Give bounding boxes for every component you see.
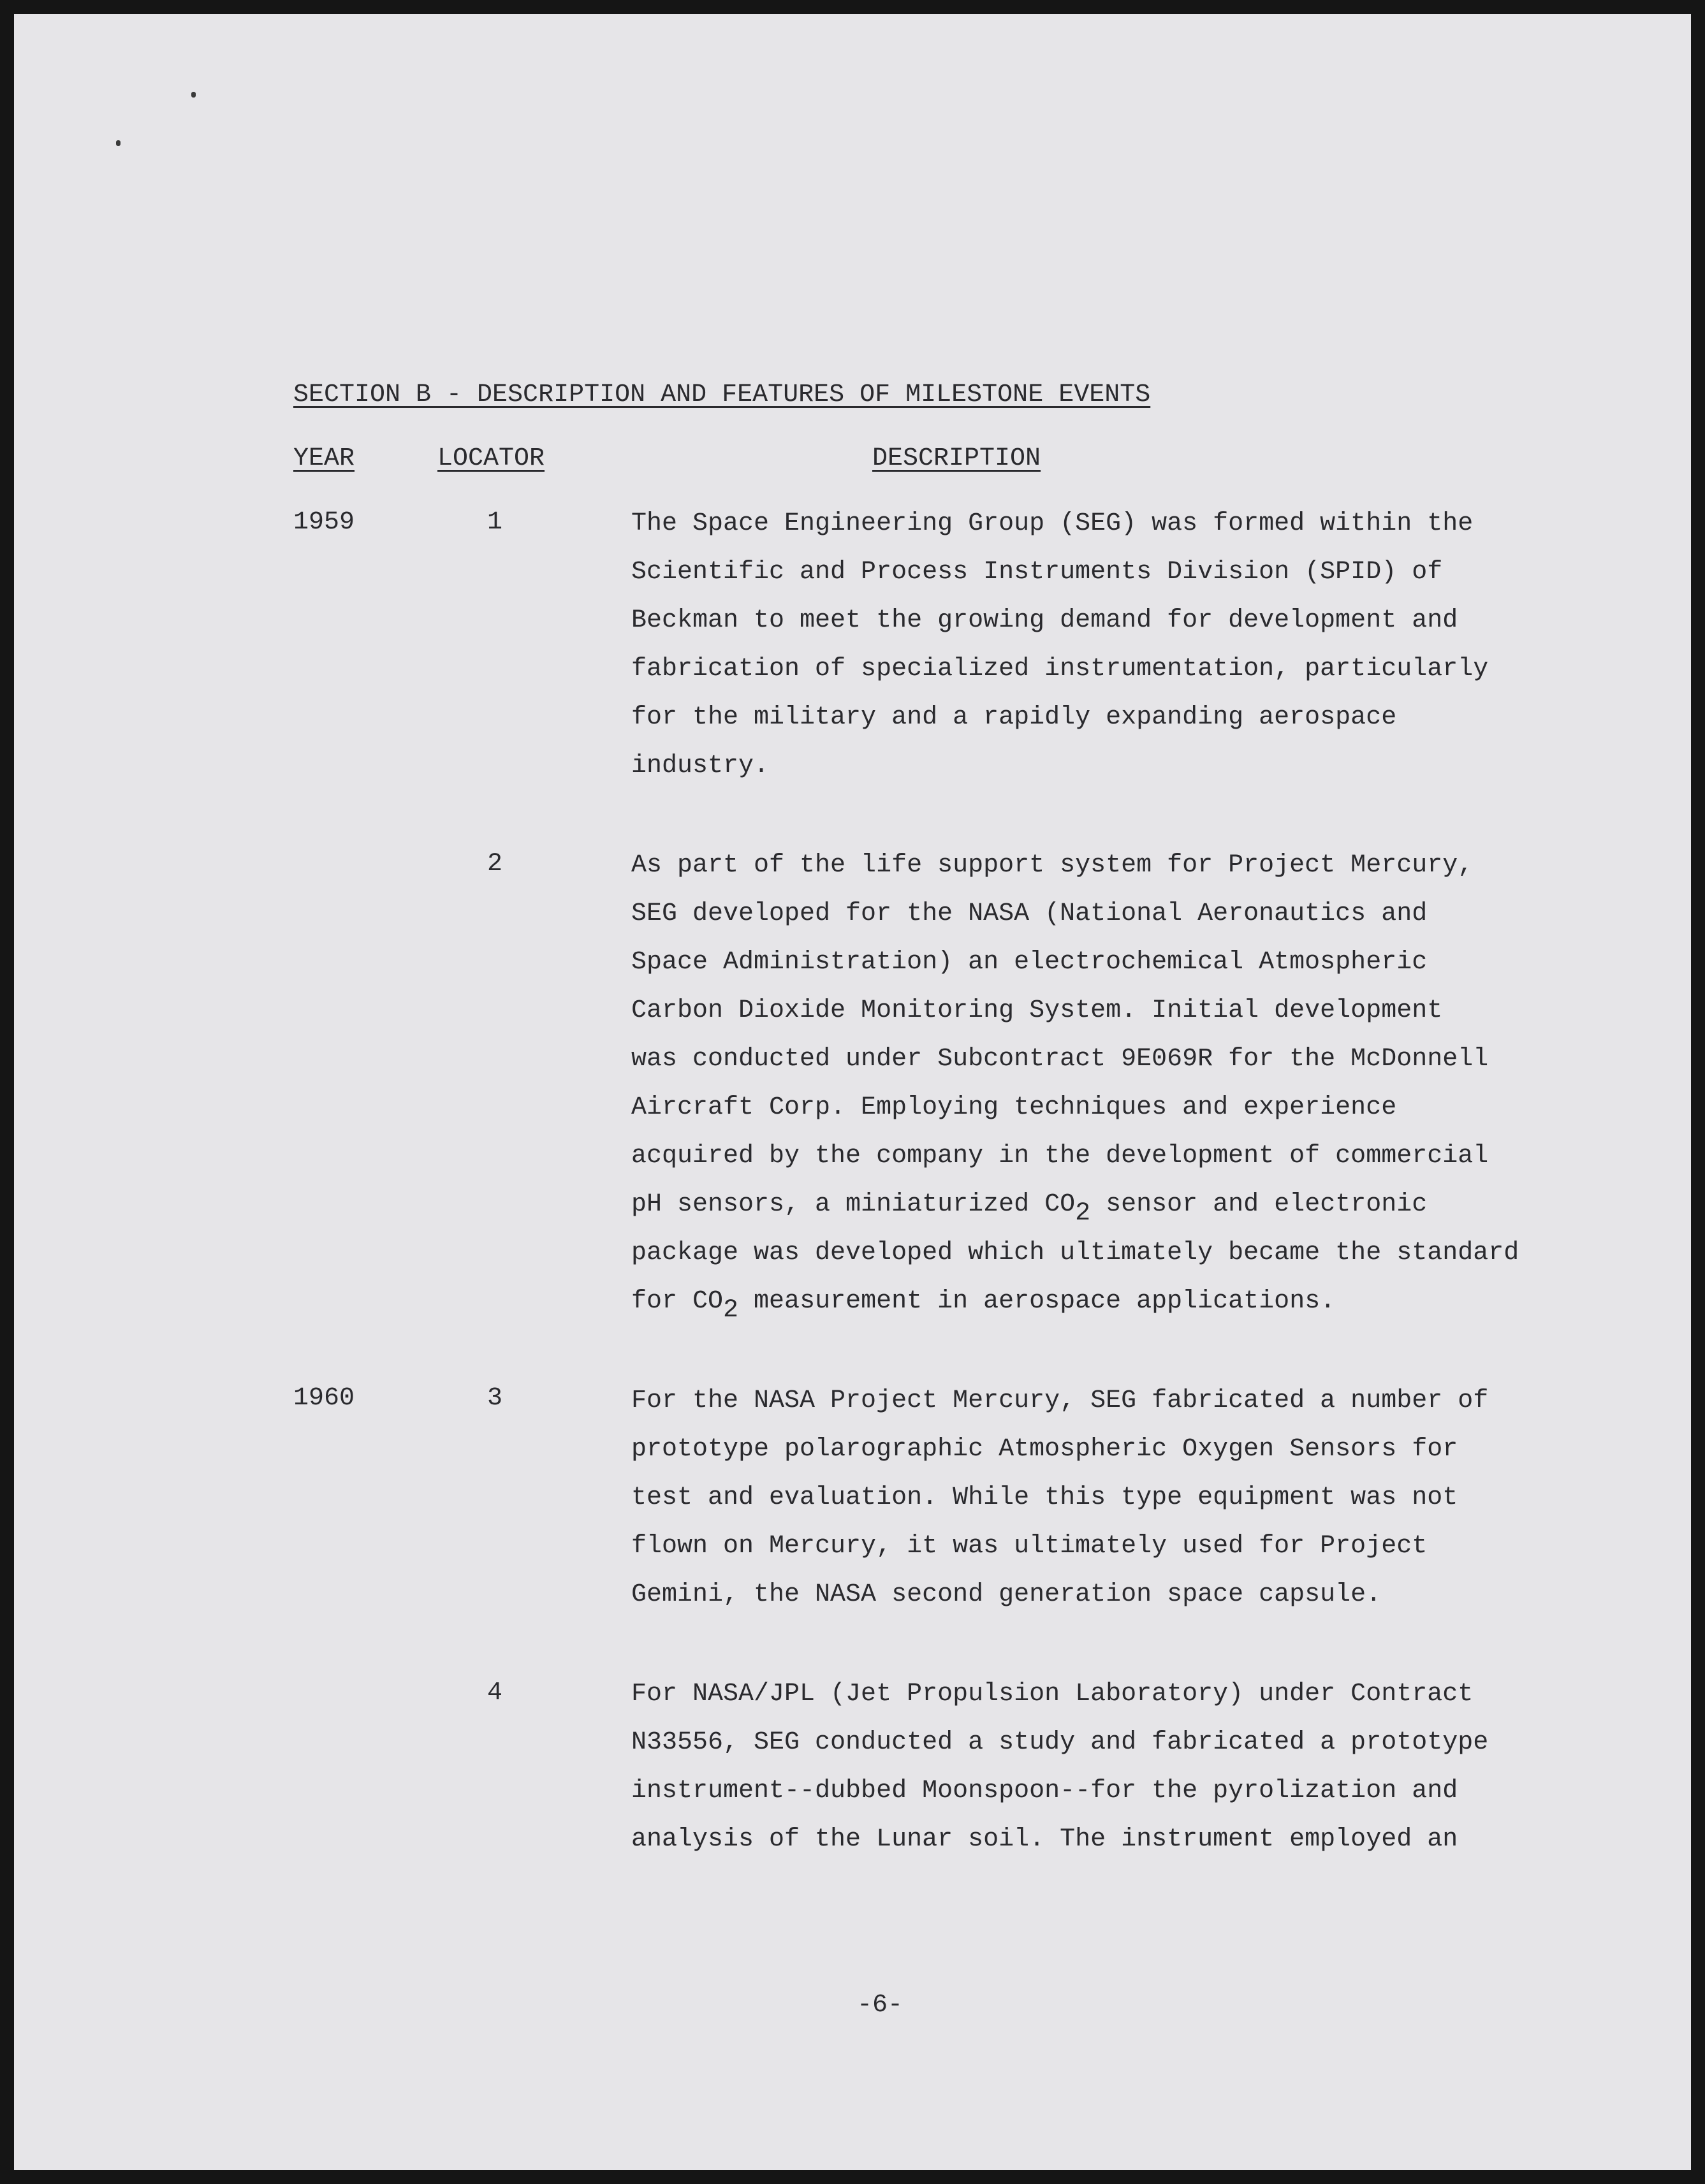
entry-locator: 3 [487, 1384, 503, 1413]
description-line: package was developed which ultimately became the standard [631, 1239, 1519, 1267]
entry-year: 1959 [293, 508, 355, 537]
description-line: Aircraft Corp. Employing techniques and experience [631, 1093, 1397, 1122]
description-text: for CO [631, 1287, 724, 1316]
description-line: instrument--dubbed Moonspoon--for the pyrolization and [631, 1777, 1458, 1805]
description-line: For NASA/JPL (Jet Propulsion Laboratory) under Contract [631, 1680, 1474, 1708]
description-text: measurement in aerospace applications. [738, 1287, 1336, 1316]
section-title: SECTION B - DESCRIPTION AND FEATURES OF MILESTONE EVENTS [293, 381, 1151, 409]
entry-year: 1960 [293, 1384, 355, 1413]
description-line: As part of the life support system for Project Mercury, [631, 851, 1474, 880]
description-line [631, 1190, 1428, 1228]
description-line: The Space Engineering Group (SEG) was formed within the [631, 509, 1474, 538]
description-line: Scientific and Process Instruments Division (SPID) of [631, 558, 1443, 586]
description-line: analysis of the Lunar soil. The instrument employed an [631, 1825, 1458, 1854]
description-line: prototype polarographic Atmospheric Oxygen Sensors for [631, 1435, 1458, 1464]
subscript: 2 [723, 1296, 739, 1325]
description-line: for the military and a rapidly expanding aerospace [631, 703, 1397, 732]
column-header-locator: LOCATOR [437, 444, 545, 473]
description-line: N33556, SEG conducted a study and fabricated a prototype [631, 1728, 1489, 1757]
description-text: pH sensors, a miniaturized CO [631, 1190, 1076, 1219]
description-line: Gemini, the NASA second generation space capsule. [631, 1580, 1382, 1609]
description-line: was conducted under Subcontract 9E069R for the McDonnell [631, 1045, 1489, 1074]
description-line: flown on Mercury, it was ultimately used for Project [631, 1532, 1428, 1561]
description-line: acquired by the company in the development of commercial [631, 1142, 1489, 1170]
description-line: fabrication of specialized instrumentation, particularly [631, 655, 1489, 683]
page-number: -6- [857, 1991, 904, 2020]
subscript: 2 [1075, 1199, 1091, 1228]
column-header-description: DESCRIPTION [872, 444, 1041, 473]
paper-speck [191, 92, 196, 98]
description-line [631, 1287, 1336, 1325]
description-line: Beckman to meet the growing demand for development and [631, 606, 1458, 635]
description-line: Space Administration) an electrochemical Atmospheric [631, 948, 1428, 977]
description-line: test and evaluation. While this type equipment was not [631, 1483, 1458, 1512]
description-line: Carbon Dioxide Monitoring System. Initial development [631, 996, 1443, 1025]
entry-locator: 4 [487, 1678, 503, 1707]
paper-speck [116, 140, 121, 146]
description-line: industry. [631, 752, 770, 780]
description-line: SEG developed for the NASA (National Aeronautics and [631, 899, 1428, 928]
description-line: For the NASA Project Mercury, SEG fabricated a number of [631, 1387, 1489, 1415]
entry-locator: 2 [487, 850, 503, 878]
column-header-year: YEAR [293, 444, 355, 473]
document-page [14, 14, 1691, 2170]
entry-locator: 1 [487, 508, 503, 537]
description-text: sensor and electronic [1090, 1190, 1428, 1219]
